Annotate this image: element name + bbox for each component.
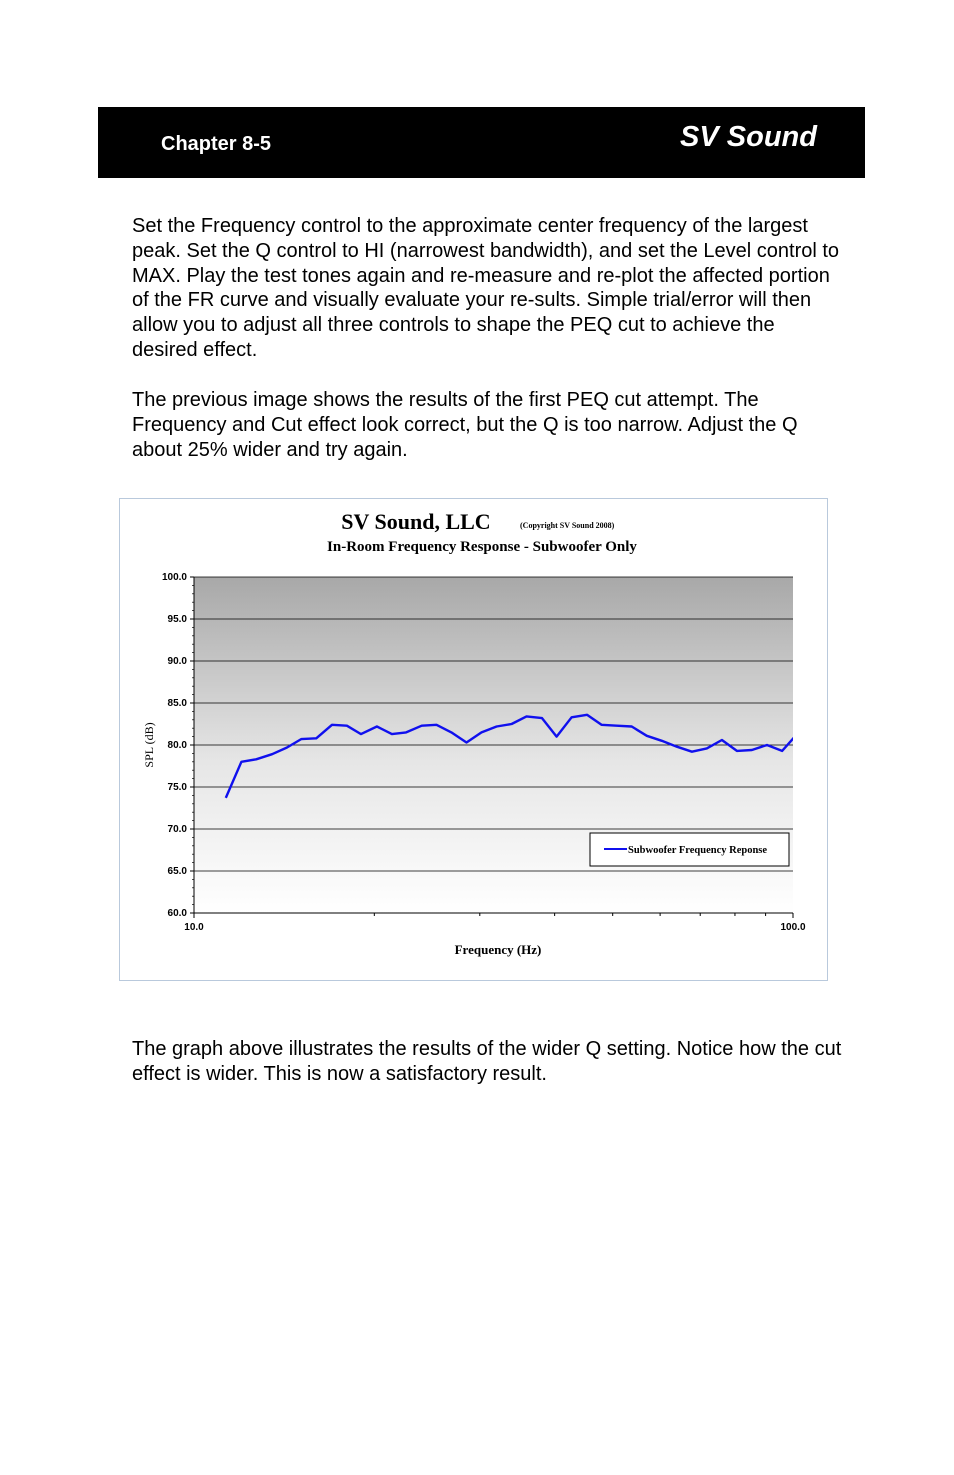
y-tick-label: 95.0 (167, 614, 187, 625)
y-tick-label: 60.0 (167, 908, 187, 919)
y-tick-label: 85.0 (167, 698, 187, 709)
frequency-response-chart (119, 498, 828, 981)
chapter-header-bar (98, 107, 865, 178)
brand-title: SV Sound (680, 121, 817, 153)
legend (590, 833, 789, 866)
y-tick-label: 100.0 (161, 572, 187, 583)
paragraph-instructions: Set the Frequency control to the approximate center frequency of the largest peak. Set the Q control to HI (narrowest bandwidth), and set the Level control to MAX. Play the test tones again and re-measure and re-plot the affected portion of the FR curve and visually evaluate your re-sults. Simple trial/error will then allow you to adjust all three controls to shape the PEQ cut to achieve the desired effect. (132, 215, 840, 361)
x-tick-label: 100.0 (780, 922, 806, 933)
y-tick-label: 65.0 (167, 866, 187, 877)
chart-title: SV Sound, LLC (341, 509, 491, 534)
x-tick-label: 10.0 (184, 922, 204, 933)
x-axis-label: Frequency (Hz) (454, 942, 542, 957)
y-tick-label: 70.0 (167, 824, 187, 835)
y-tick-label: 80.0 (167, 740, 187, 751)
chart-subtitle: In-Room Frequency Response - Subwoofer Only (327, 539, 637, 555)
y-axis-label: SPL (dB) (142, 722, 156, 768)
y-tick-label: 75.0 (167, 782, 187, 793)
paragraph-previous-result: The previous image shows the results of the first PEQ cut attempt. The Frequency and Cut effect look correct, but the Q is too narrow. Adjust the Q about 25% wider and try again. (132, 389, 798, 461)
legend-label: Subwoofer Frequency Reponse (628, 845, 768, 856)
chapter-label: Chapter 8-5 (161, 133, 272, 155)
chart-svg (120, 499, 827, 980)
chart-title-note: (Copyright SV Sound 2008) (520, 521, 615, 530)
paragraph-conclusion: The graph above illustrates the results of the wider Q setting. Notice how the cut effect is wider. This is now a satisfactory result. (132, 1038, 842, 1085)
y-tick-label: 90.0 (167, 656, 187, 667)
